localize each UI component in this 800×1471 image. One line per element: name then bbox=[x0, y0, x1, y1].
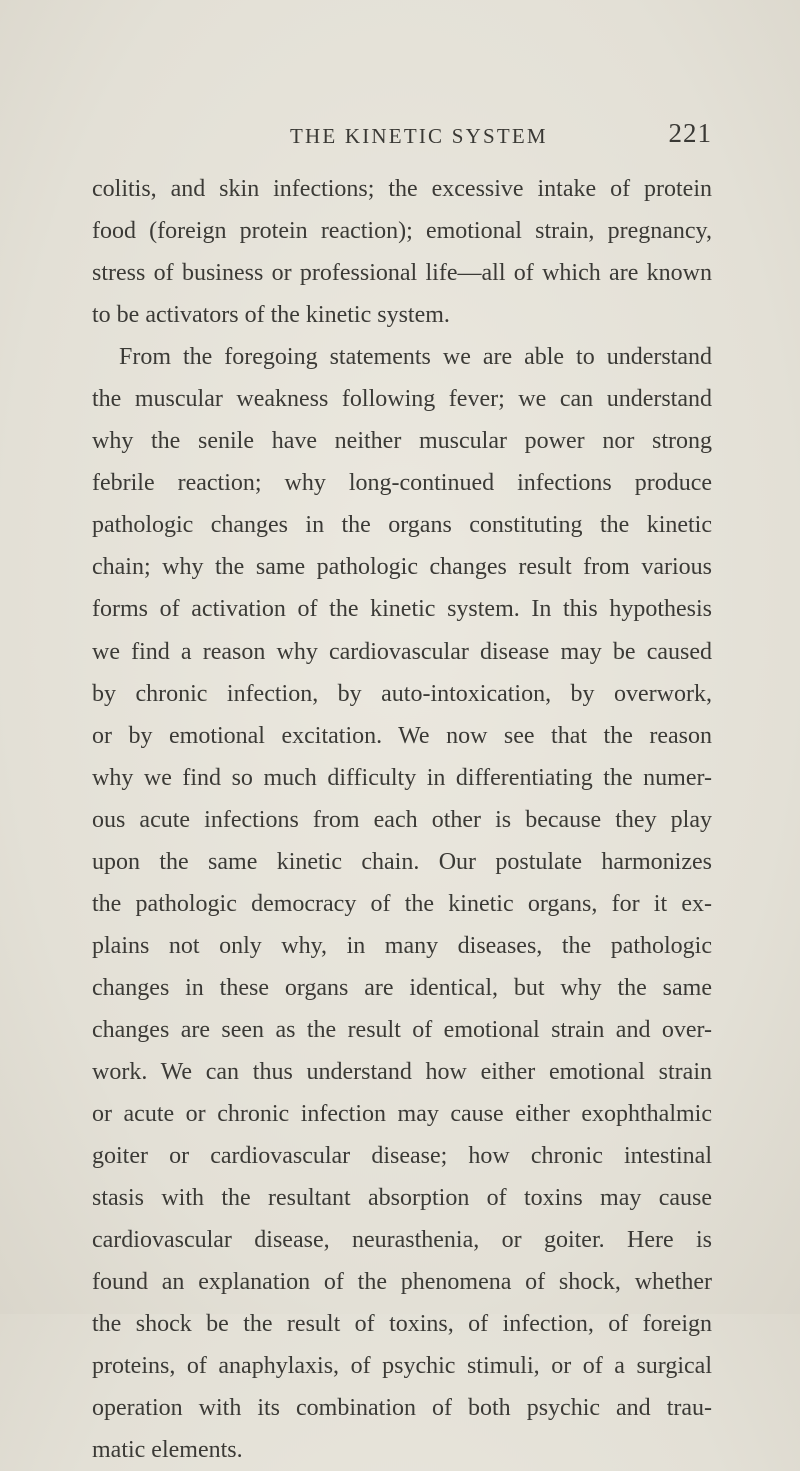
text-line: by chronic infection, by auto-intoxication, by overwork, bbox=[92, 680, 712, 707]
text-line: forms of activation of the kinetic system. In this hypothesis bbox=[92, 596, 712, 623]
text-line: we find a reason why cardiovascular disease may be caused bbox=[92, 638, 712, 665]
text-line: operation with its combination of both psychic and trau- bbox=[92, 1395, 712, 1422]
text-line: why we find so much difficulty in differentiating the numer- bbox=[92, 764, 712, 791]
running-title: THE KINETIC SYSTEM bbox=[290, 124, 548, 148]
text-line: or acute or chronic infection may cause either exophthalmic bbox=[92, 1101, 712, 1128]
text-line: the pathologic democracy of the kinetic organs, for it ex- bbox=[92, 890, 712, 917]
text-line: to be activators of the kinetic system. bbox=[92, 302, 450, 329]
text-line: upon the same kinetic chain. Our postulate harmonizes bbox=[92, 848, 712, 875]
text-line: the shock be the result of toxins, of infection, of foreign bbox=[92, 1311, 712, 1338]
text-line: goiter or cardiovascular disease; how chronic intestinal bbox=[92, 1143, 712, 1170]
text-line: stress of business or professional life—all of which are known bbox=[92, 260, 712, 287]
text-line: food (foreign protein reaction); emotional strain, pregnancy, bbox=[92, 218, 712, 245]
text-line: plains not only why, in many diseases, the pathologic bbox=[92, 932, 712, 959]
running-head bbox=[92, 118, 712, 158]
text-line: work. We can thus understand how either emotional strain bbox=[92, 1058, 712, 1085]
text-line: changes in these organs are identical, but why the same bbox=[92, 974, 712, 1001]
text-line: ous acute infections from each other is because they play bbox=[92, 806, 712, 833]
text-line: From the foregoing statements we are able to understand bbox=[119, 344, 712, 371]
text-line: found an explanation of the phenomena of shock, whether bbox=[92, 1269, 712, 1296]
text-line: the muscular weakness following fever; we can understand bbox=[92, 386, 712, 413]
text-line: cardiovascular disease, neurasthenia, or goiter. Here is bbox=[92, 1227, 712, 1254]
page-number: 221 bbox=[668, 118, 712, 148]
text-line: matic elements. bbox=[92, 1437, 243, 1464]
body-text bbox=[92, 168, 712, 1471]
text-line: stasis with the resultant absorption of toxins may cause bbox=[92, 1185, 712, 1212]
text-line: why the senile have neither muscular power nor strong bbox=[92, 428, 712, 455]
text-line: chain; why the same pathologic changes result from various bbox=[92, 554, 712, 581]
text-line: changes are seen as the result of emotional strain and over- bbox=[92, 1016, 712, 1043]
text-line: febrile reaction; why long-continued infections produce bbox=[92, 470, 712, 497]
text-line: colitis, and skin infections; the excessive intake of protein bbox=[92, 176, 712, 202]
text-line: pathologic changes in the organs constituting the kinetic bbox=[92, 512, 712, 539]
text-line: proteins, of anaphylaxis, of psychic stimuli, or of a surgical bbox=[92, 1353, 712, 1380]
text-line: or by emotional excitation. We now see that the reason bbox=[92, 722, 712, 749]
